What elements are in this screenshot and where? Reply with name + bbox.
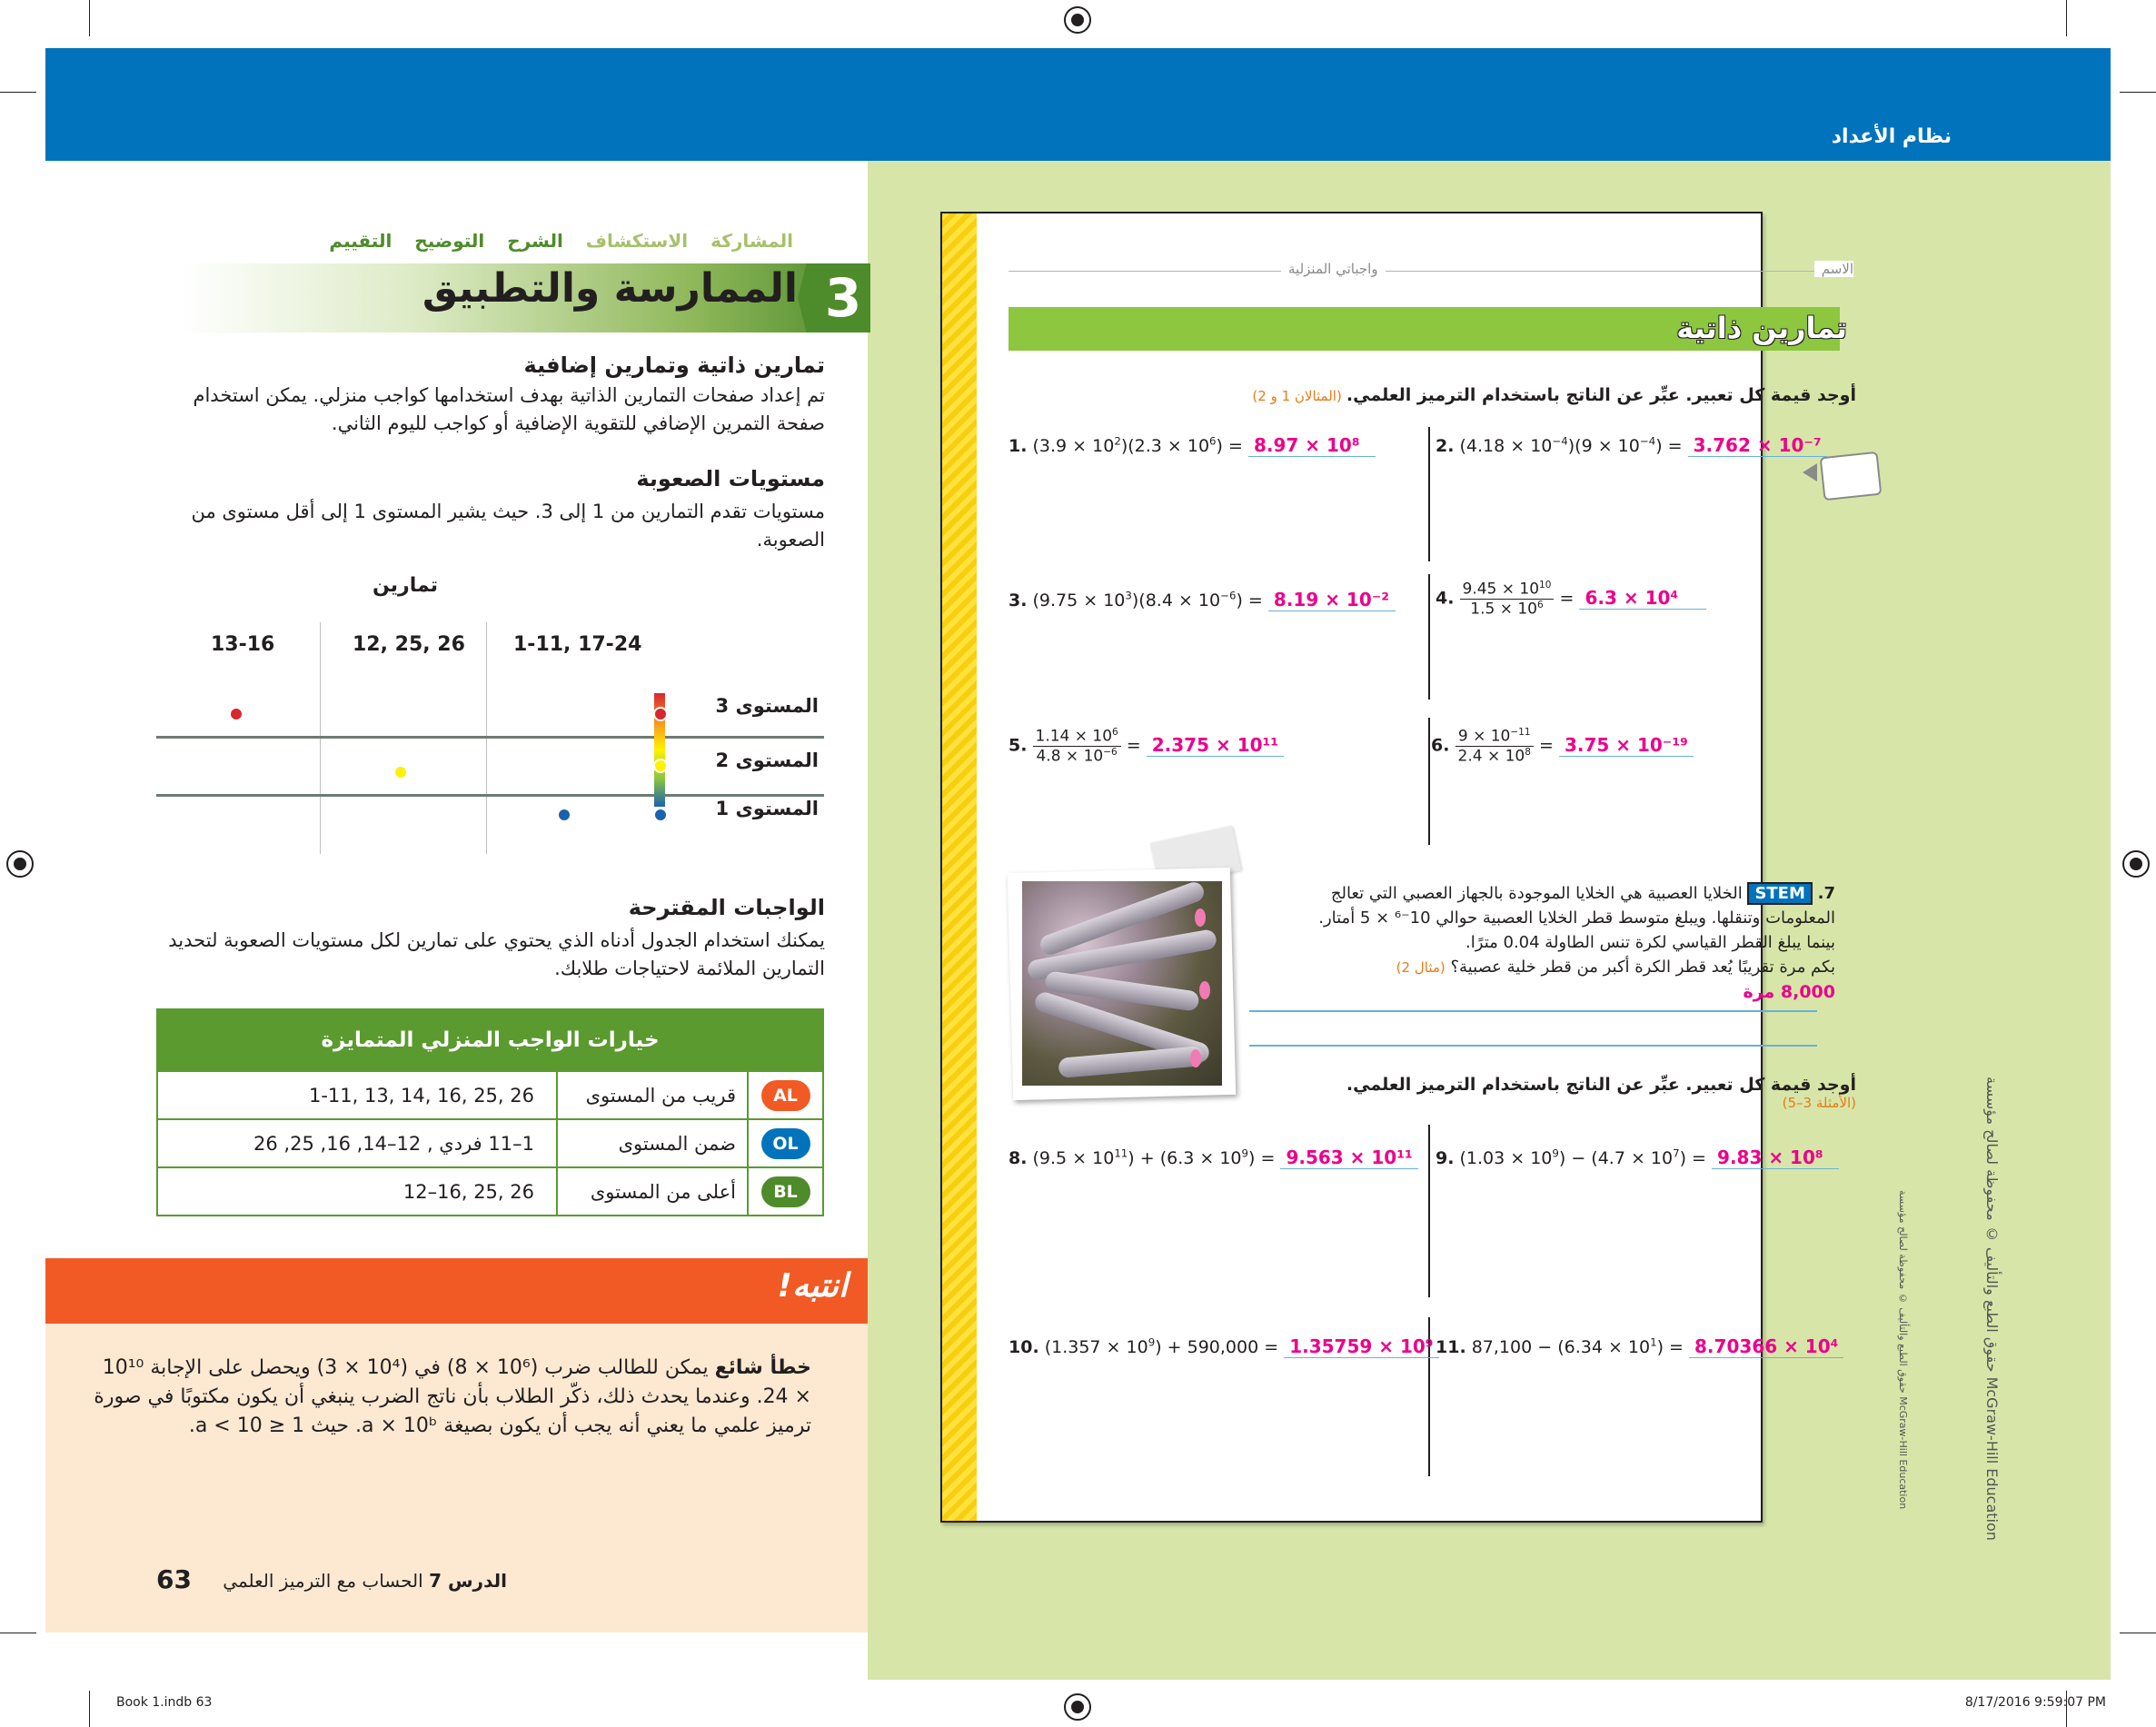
- problem-1-number: 1.: [1008, 436, 1028, 456]
- problem-11-number: 11.: [1436, 1337, 1466, 1357]
- problem-4-answer: 6.3 × 10⁴: [1579, 587, 1706, 610]
- header-band: [45, 48, 2111, 161]
- level-cell: أعلى من المستوى: [557, 1167, 748, 1216]
- slug-left: Book 1.indb 63: [116, 1695, 213, 1710]
- worksheet-strip: [942, 213, 977, 1521]
- ol-badge: OL: [761, 1128, 810, 1159]
- badge-cell: [748, 1167, 823, 1216]
- level-3-label: المستوى 3: [715, 695, 819, 717]
- level-1-label: المستوى 1: [715, 798, 819, 819]
- intro-body: تم إعداد صفحات التمارين الذاتية بهدف استخدامها كواجب منزلي. يمكن استخدام صفحة التمرين الإضافي للتقوية الإضافية أو كواجب لليوم الثاني.: [193, 384, 825, 434]
- phase-evaluate: التقييم: [329, 230, 392, 252]
- problem-6-number: 6.: [1431, 735, 1450, 756]
- levels-body: مستويات تقدم التمارين من 1 إلى 3. حيث يشير المستوى 1 إلى أقل مستوى من الصعوبة.: [191, 501, 825, 551]
- problem-9-answer: 9.83 × 10⁸: [1712, 1146, 1839, 1169]
- col-head-3: 13-16: [211, 633, 275, 656]
- stem-badge: STEM: [1747, 882, 1812, 905]
- problem-4-number: 4.: [1436, 588, 1455, 609]
- badge-cell: [748, 1071, 823, 1119]
- instruction-2-ref: (الأمثلة 3–5): [1782, 1095, 1856, 1111]
- level-3-dot: [653, 707, 668, 721]
- registration-mark-left: [6, 850, 34, 878]
- problem-10-number: 10.: [1008, 1337, 1039, 1357]
- problem-7-line-1: الخلايا العصبية هي الخلايا الموجودة بالجهاز العصبي التي تعالج: [1330, 884, 1743, 903]
- problem-7-line-3: بينما يبلغ القطر القياسي لكرة تنس الطاولة 0.04 مترًا.: [1465, 933, 1835, 952]
- column-divider: [1428, 718, 1430, 845]
- table-row: [157, 1167, 823, 1216]
- problem-10: 10. $(1.357 \times 10^9) + 590,000 = 1.35759 \times 10^9$: [1008, 1335, 1439, 1358]
- homework-table-title: خيارات الواجب المنزلي المتمايزة: [157, 1009, 823, 1071]
- worksheet-banner-title: تمارين ذاتية: [1676, 311, 1847, 345]
- warning-header: [45, 1258, 868, 1324]
- copyright-small: حقوق الطبع والتأليف © محفوظة لصالح مؤسسة McGraw-Hill Education: [1897, 1190, 1909, 1510]
- problem-7-answer: 8,000 مرة: [1743, 982, 1835, 1002]
- answer-line: [1249, 1010, 1817, 1012]
- problem-7-line-4: بكم مرة تقريبًا يُعد قطر الكرة أكبر من قطر خلية عصبية؟: [1450, 958, 1835, 977]
- intro-heading: تمارين ذاتية وتمارين إضافية: [523, 352, 825, 378]
- problem-7-ref: (مثال 2): [1396, 959, 1446, 976]
- column-divider: [1428, 1125, 1430, 1297]
- instruction-2-text: أوجد قيمة كل تعبير. عبِّر عن الناتج باستخدام الترميز العلمي.: [1346, 1075, 1856, 1095]
- problem-5: 5. $\frac{1.14 \times 10^6}{4.8 \times 10^{-6}}$ = 2.375 × 10¹¹: [1008, 727, 1284, 765]
- registration-mark-top: [1064, 6, 1091, 34]
- problem-7-number: 7.: [1817, 884, 1835, 903]
- chart-row-line: [156, 736, 824, 739]
- answer-line: [1249, 1045, 1817, 1047]
- problem-1-answer: 8.97 × 10⁸: [1248, 434, 1376, 457]
- col-head-2: 12, 25, 26: [353, 633, 465, 656]
- phase-nav: [313, 230, 793, 252]
- column-divider: [1428, 427, 1430, 561]
- level-2-dot: [653, 759, 668, 773]
- problem-3-number: 3.: [1008, 591, 1028, 610]
- section-title: الممارسة والتطبيق: [422, 265, 798, 312]
- problem-3: 3. $(9.75 \times 10^3)(8.4 \times 10^{-6}) = 8.19 \times 10^{-2}$: [1008, 589, 1396, 611]
- problem-2-number: 2.: [1436, 436, 1455, 456]
- warning-title: انتبه!: [777, 1267, 848, 1305]
- registration-mark-bottom: [1064, 1693, 1091, 1721]
- phase-explore: الاستكشاف: [585, 230, 689, 252]
- levels-heading: مستويات الصعوبة: [636, 466, 825, 491]
- problem-7-line-2: المعلومات وتنقلها. ويبلغ متوسط قطر الخلايا العصبية حوالي 10⁻⁶ × 5 أمتار.: [1318, 908, 1835, 928]
- problem-8-number: 8.: [1008, 1148, 1028, 1168]
- level-2-dot: [393, 765, 408, 779]
- lesson-footer: [223, 1570, 507, 1592]
- al-badge: AL: [761, 1080, 810, 1111]
- problem-5-answer: 2.375 × 10¹¹: [1147, 734, 1284, 757]
- hint-icon: [1820, 452, 1883, 501]
- exercises-cell: 1-11, 13, 14, 16, 25, 26: [157, 1071, 557, 1119]
- homework-heading: الواجبات المقترحة: [628, 895, 825, 920]
- phase-elaborate: التوضيح: [414, 230, 485, 252]
- problem-6: 6. $\frac{9 \times 10^{-11}}{2.4 \times 10^8}$ = 3.75 × 10⁻¹⁹: [1431, 727, 1694, 765]
- badge-cell: [748, 1119, 823, 1167]
- homework-body: يمكنك استخدام الجدول أدناه الذي يحتوي على تمارين لكل مستويات الصعوبة لتحديد التمارين الملائمة لاحتياجات طلابك.: [168, 929, 825, 979]
- problem-2: 2. $(4.18 \times 10^{-4})(9 \times 10^{-4}) = 3.762 \times 10^{-7}$: [1436, 434, 1827, 457]
- exercises-cell: 1–11 فردي , 12–14, 16, 25, 26: [157, 1119, 557, 1167]
- instruction-1-text: أوجد قيمة كل تعبير. عبِّر عن الناتج باستخدام الترميز العلمي.: [1346, 385, 1856, 405]
- problem-7: [1299, 881, 1835, 1005]
- problem-8: 8. $(9.5 \times 10^{11}) + (6.3 \times 10^9) = 9.563 \times 10^{11}$: [1008, 1146, 1418, 1169]
- nerve-cells-photo: [1022, 881, 1222, 1086]
- header-title: نظام الأعداد: [1831, 125, 1952, 148]
- warning-text: [89, 1354, 811, 1441]
- chart-title: تمارين: [373, 574, 438, 597]
- lesson-label: الدرس 7: [429, 1570, 507, 1592]
- worksheet: [940, 212, 1763, 1523]
- problem-2-answer: 3.762 × 10⁻⁷: [1688, 434, 1827, 457]
- phase-explain: الشرح: [507, 230, 563, 252]
- chart-row-line: [156, 794, 824, 797]
- level-1-dot: [557, 808, 571, 822]
- homework-table: [156, 1008, 824, 1216]
- phase-engage: المشاركة: [710, 230, 793, 252]
- instruction-1-ref: (المثالان 1 و 2): [1252, 388, 1342, 404]
- level-cell: قريب من المستوى: [557, 1071, 748, 1119]
- page-number: 63: [156, 1564, 192, 1594]
- warning-body-text: يمكن للطالب ضرب (10⁶ × 8) في (10⁴ × 3) ويحصل على الإجابة 10¹⁰ × 24. وعندما يحدث ذلك، ذكّر الطلاب بأن ناتج الضرب ينبغي أن يكون مكتوبًا في صورة ترميز علمي ما يعني أنه يجب أن يكون بصيغة a × 10ᵇ. حيث 1 ≤ a < 10.: [94, 1356, 811, 1437]
- problem-1: 1. $(3.9 \times 10^2)(2.3 \times 10^6) = 8.97 \times 10^8$: [1008, 434, 1376, 457]
- homework-label: واجباتي المنزلية: [1281, 261, 1386, 277]
- instruction-1: [1252, 385, 1856, 405]
- column-divider: [1428, 574, 1430, 700]
- problem-9: 9. $(1.03 \times 10^9) - (4.7 \times 10^7) = 9.83 \times 10^8$: [1436, 1146, 1839, 1169]
- section-number: 3: [824, 267, 862, 329]
- level-3-dot: [229, 707, 243, 721]
- table-row: [157, 1071, 823, 1119]
- level-1-dot: [653, 808, 668, 822]
- level-2-label: المستوى 2: [715, 749, 819, 771]
- registration-mark-right: [2122, 850, 2150, 878]
- problem-9-number: 9.: [1436, 1148, 1455, 1168]
- problem-11-answer: 8.70366 × 10⁴: [1689, 1335, 1843, 1358]
- problem-3-answer: 8.19 × 10⁻²: [1268, 589, 1396, 611]
- problem-5-number: 5.: [1008, 735, 1028, 756]
- exercises-cell: 12–16, 25, 26: [157, 1167, 557, 1216]
- problem-8-answer: 9.563 × 10¹¹: [1280, 1146, 1417, 1169]
- lesson-title: الحساب مع الترميز العلمي: [223, 1570, 423, 1592]
- bl-badge: BL: [761, 1176, 810, 1207]
- col-head-1: 1-11, 17-24: [513, 633, 642, 656]
- problem-11: 11. $87,100 - (6.34 \times 10^1) = 8.70366 \times 10^4$: [1436, 1335, 1843, 1358]
- hint-arrow-icon: [1803, 463, 1817, 481]
- problem-4: 4. $\frac{9.45 \times 10^{10}}{1.5 \times 10^6}$ = 6.3 × 10⁴: [1436, 580, 1706, 618]
- level-cell: ضمن المستوى: [557, 1119, 748, 1167]
- table-row: [157, 1119, 823, 1167]
- name-label: الاسم: [1814, 261, 1853, 277]
- slug-right: 8/17/2016 9:59:07 PM: [1964, 1695, 2106, 1710]
- warning-lead: خطأ شائع: [714, 1356, 811, 1379]
- instruction-2: [1220, 1075, 1856, 1111]
- problem-10-answer: 1.35759 × 10⁹: [1284, 1335, 1438, 1358]
- problem-6-answer: 3.75 × 10⁻¹⁹: [1559, 734, 1694, 757]
- copyright: حقوق الطبع والتأليف © محفوظة لصالح مؤسسة McGraw-Hill Education: [1983, 1077, 2001, 1541]
